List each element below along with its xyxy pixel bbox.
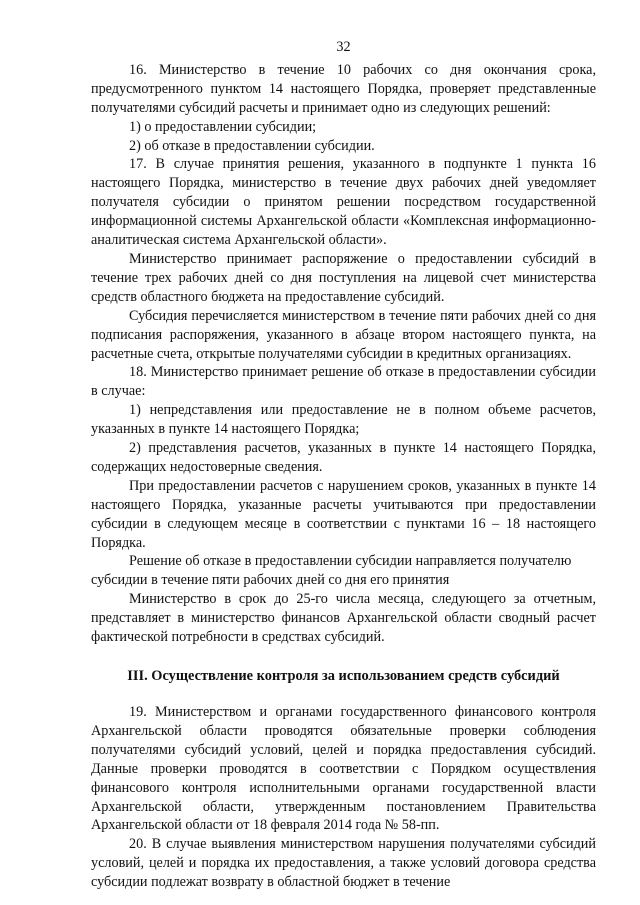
paragraph-18-b: При предоставлении расчетов с нарушением сроков, указанных в пункте 14 настоящего Порядка, указанные расчеты учитываются при предоставлении субсидии в следующем месяце в соответствии с пунктами 16 – 18 настоящего Порядка. [91, 477, 596, 551]
paragraph-18-c: Решение об отказе в предоставлении субсидии направляется получателю субсидии в течение пяти рабочих дней со дня его принятия [91, 553, 572, 589]
list-item-18-1: 1) непредставления или предоставление не в полном объеме расчетов, указанных в пункте 14 настоящего Порядка; [91, 402, 596, 438]
paragraph-18: 18. Министерство принимает решение об отказе в предоставлении субсидии в случае: [91, 364, 596, 400]
paragraph-17-c: Субсидия перечисляется министерством в течение пяти рабочих дней со дня подписания распоряжения, указанного в абзаце втором настоящего пункта, на расчетные счета, открытые получателями субсидии в кредитных организациях. [91, 307, 596, 362]
list-item-16-2: 2) об отказе в предоставлении субсидии. [129, 137, 375, 154]
paragraph-19: 19. Министерством и органами государственного финансового контроля Архангельской области проводятся обязательные проверки соблюдения получателями субсидий условий, целей и порядка предоставления субсидий. Данные проверки проводятся в соответствии с Порядком осуществления финансового контроля исполнительными органами государственной власти Архангельской области, утвержденным постановлением Правительства Архангельской области от 18 февраля 2014 года № 58-пп. [91, 704, 596, 834]
paragraph-17: 17. В случае принятия решения, указанного в подпункте 1 пункта 16 настоящего Порядка, министерство в течение двух рабочих дней уведомляет получателя субсидии о принятом решении посредством государственной информационной системы Архангельской области «Комплексная информационно-аналитическая система Архангельской области». [91, 156, 596, 249]
paragraph-20: 20. В случае выявления министерством нарушения получателями субсидий условий, целей и порядка их предоставления, а также условий договора средства субсидии подлежат возврату в областной бюджет в течение [91, 836, 596, 891]
page-number: 32 [336, 39, 351, 55]
list-item-18-2: 2) представления расчетов, указанных в пункте 14 настоящего Порядка, содержащих недостоверные сведения. [91, 440, 596, 475]
paragraph-16: 16. Министерство в течение 10 рабочих со дня окончания срока, предусмотренного пунктом 14 настоящего Порядка, проверяет представленные получателями субсидий расчеты и принимает одно из следующих решений: [91, 61, 596, 116]
list-item-16-1: 1) о предоставлении субсидии; [129, 118, 317, 135]
section-heading: III. Осуществление контроля за использованием средств субсидий [127, 668, 560, 684]
paragraph-17-b: Министерство принимает распоряжение о предоставлении субсидий в течение трех рабочих дней со дня поступления на лицевой счет министерства средств областного бюджета на предоставление субсидий. [91, 250, 596, 305]
paragraph-18-d: Министерство в срок до 25-го числа месяца, следующего за отчетным, представляет в министерство финансов Архангельской области сводный расчет фактической потребности в средствах субсидий. [91, 591, 596, 646]
